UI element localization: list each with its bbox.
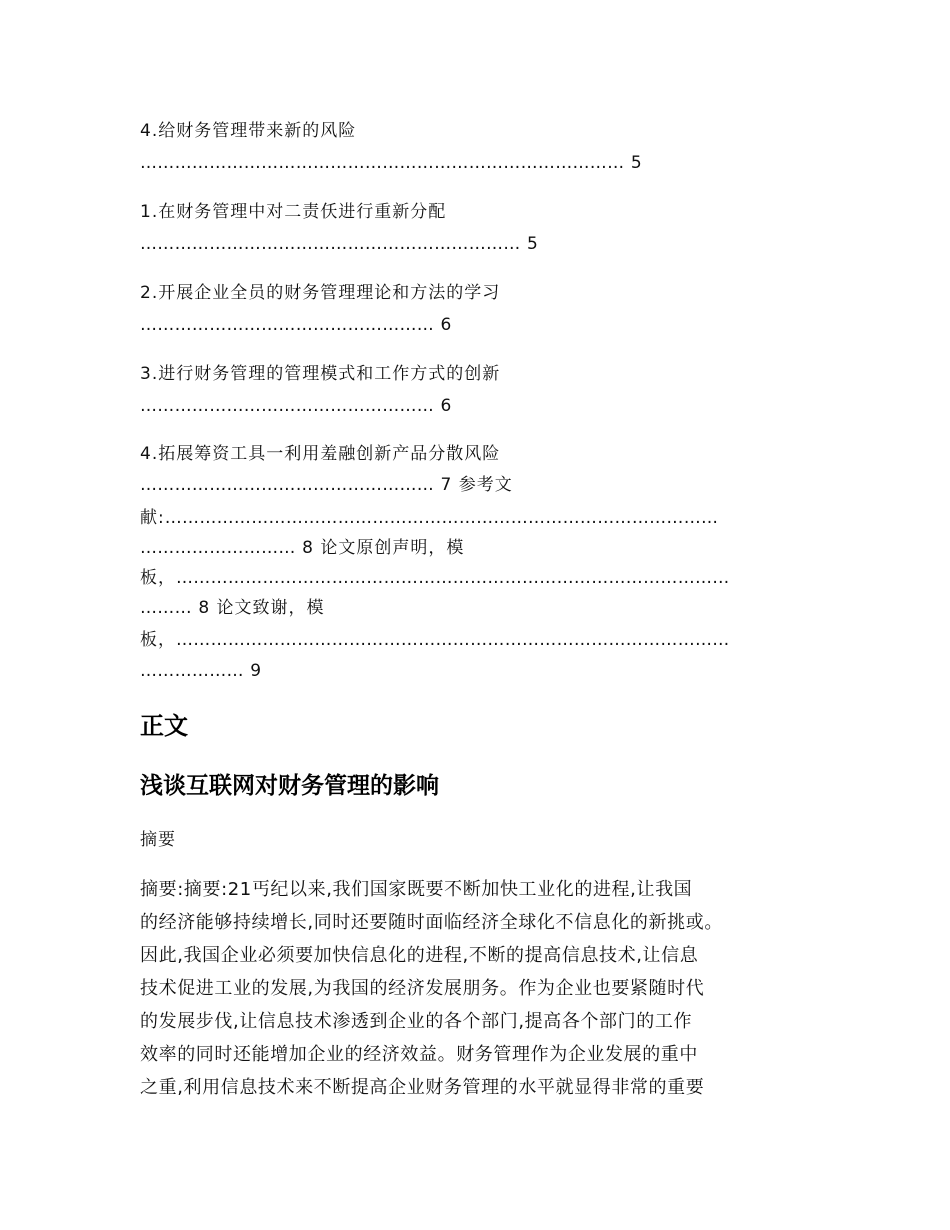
toc-item-title: 参考文	[458, 475, 513, 495]
toc-dots: ……………………………………………	[140, 315, 435, 335]
toc-item-title: 论文致谢，模	[216, 598, 325, 618]
paragraph-line: 技术促进工业的发展,为我国的经济发展朋务。作为企业也要紧随时代	[140, 978, 705, 999]
toc-page-number: 8	[302, 538, 314, 558]
toc-dots: ……………………………………………………………………………………	[164, 508, 719, 528]
toc-dots: ……………………………………………	[140, 475, 435, 495]
paragraph-line: 摘要:摘要:21丐纪以来,我们国家既要不断加快工业化的进程,让我国	[140, 879, 693, 900]
toc-page-number: 6	[440, 396, 453, 416]
toc-page-number: 9	[250, 661, 263, 681]
toc-item-title: 4.拓展筹资工具一利用羞融创新产品分散风险	[140, 444, 501, 464]
paragraph-line: 之重,利用信息技术来不断提高企业财务管理的水平就显得非常的重要	[140, 1077, 705, 1098]
toc-item-leader	[140, 597, 325, 619]
toc-page-number: 5	[527, 234, 539, 254]
toc-item-leader	[140, 233, 539, 255]
section-heading: 正文	[140, 712, 188, 740]
toc-page-number: 7	[440, 475, 453, 495]
page-title: 浅谈互联网对财务管理的影响	[140, 773, 439, 799]
toc-item-leader	[140, 629, 730, 651]
toc-item-leader	[140, 537, 464, 559]
toc-item-leader	[140, 474, 513, 496]
toc-item-leader	[140, 507, 718, 529]
toc-dots: ……………………………………………………………………………………	[176, 568, 730, 588]
toc-dots: ………	[140, 598, 192, 618]
toc-item-leader	[140, 314, 452, 336]
toc-page-number: 5	[630, 153, 643, 173]
toc-dots: ………………………	[140, 538, 296, 558]
toc-item-title: 3.进行财务管理的管理模式和工作方式的创新	[140, 364, 501, 384]
paragraph-line: 因此,我国企业必须要加快信息化的进程,不断的提高信息技术,让信息	[140, 945, 699, 966]
toc-item-title: 板，	[140, 568, 176, 588]
toc-item-title: 献:	[140, 508, 165, 528]
toc-dots: ……………………………………………	[140, 396, 435, 416]
toc-dots: …………………………………………………………………………	[140, 153, 625, 173]
paragraph-line: 效率的同时还能增加企业的经济效益。财务管理作为企业发展的重中	[140, 1044, 698, 1065]
toc-page-number: 8	[198, 598, 211, 618]
toc-item-title: 1.在财务管理中对二责仸进行重新分配	[140, 202, 447, 222]
toc-page-number: 6	[440, 315, 453, 335]
toc-dots: …………………………………………………………	[140, 234, 521, 254]
toc-item-title: 4.给财务管理带来新的风险	[140, 121, 357, 141]
toc-item-leader	[140, 567, 730, 589]
paragraph-line: 的发展步伐,让信息技术渗透到企业的各个部门,提高各个部门的工作	[140, 1011, 693, 1032]
toc-item-title: 论文原创声明，模	[320, 538, 465, 558]
toc-item-leader	[140, 660, 262, 682]
toc-item-title: 2.开展企业全员的财务管理理论和方法的学习	[140, 283, 501, 303]
toc-item-title: 板，	[140, 630, 176, 650]
paragraph-line: 的经济能够持续增长,同时还要随时面临经济全球化不信息化的新挑或。	[140, 912, 723, 933]
abstract-label: 摘要	[140, 830, 176, 850]
toc-item-leader	[140, 395, 452, 417]
toc-item-leader	[140, 152, 643, 174]
toc-dots: ……………………………………………………………………………………	[176, 630, 730, 650]
toc-dots: ………………	[140, 661, 244, 681]
